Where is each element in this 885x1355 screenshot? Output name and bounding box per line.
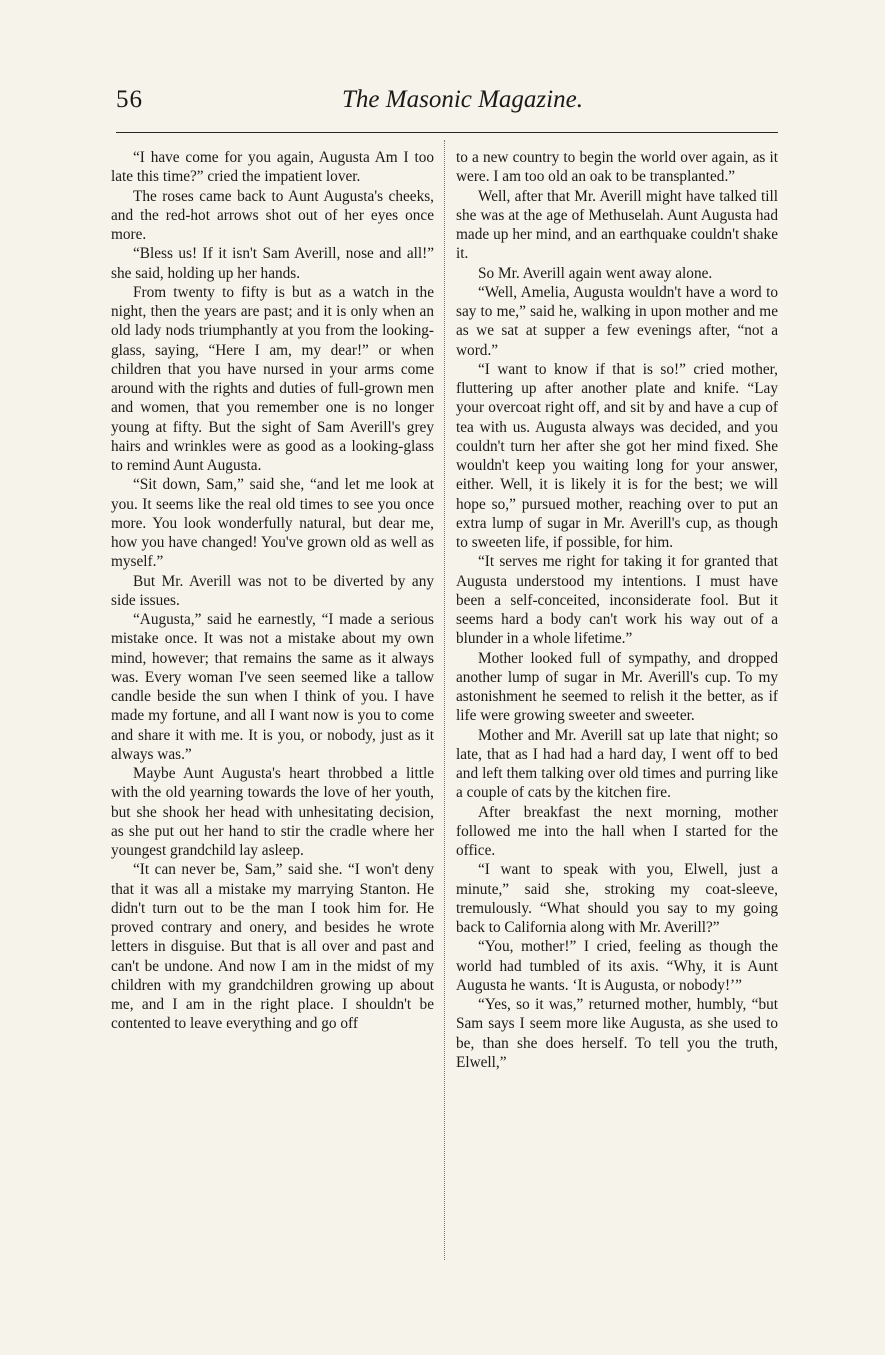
paragraph: But Mr. Averill was not to be diverted by any side issues. [111,572,434,609]
paragraph: “I have come for you again, Augusta Am I too late this time?” cried the impatient lover. [111,149,434,186]
column-divider [444,140,445,1260]
page-number: 56 [116,86,143,113]
paragraph: “Augusta,” said he earnestly, “I made a serious mistake once. It was not a mistake about my own mind, however; that remains the same as it always was. Every woman I've seen seemed like a tallow candle beside the sun when I think of you. I have made my fortune, and all I want now is you to come and share it with me. It is you, or nobody, just as it always was.” [111,611,434,763]
left-column [111,148,434,1034]
paragraph: The roses came back to Aunt Augusta's cheeks, and the red-hot arrows shot out of her eyes once more. [111,187,434,243]
paragraph: “Yes, so it was,” returned mother, humbly, “but Sam says I seem more like Augusta, as she used to be, than she does herself. To tell you the truth, Elwell,” [456,996,778,1071]
paragraph: Well, after that Mr. Averill might have talked till she was at the age of Methuselah. Aunt Augusta had made up her mind, and an earthquake couldn't shake it. [456,187,778,263]
paragraph: “Sit down, Sam,” said she, “and let me look at you. It seems like the real old times to see you once more. You look wonderfully natural, but dear me, how you have changed! You've grown old as well as myself.” [111,476,434,571]
paragraph: “You, mother!” I cried, feeling as though the world had tumbled of its axis. “Why, it is Aunt Augusta he wants. ‘It is Augusta, or nobody!’” [456,938,778,994]
paragraph: Mother looked full of sympathy, and dropped another lump of sugar in Mr. Averill's cup. To my astonishment he seemed to relish it the better, as if life were growing sweeter and sweeter. [456,649,778,725]
paragraph: Maybe Aunt Augusta's heart throbbed a little with the old yearning towards the love of her youth, but she shook her head with unhesitating decision, as she put out her hand to stir the cradle where her youngest grandchild lay asleep. [111,765,434,859]
paragraph: “I want to know if that is so!” cried mother, fluttering up after another plate and knife. “Lay your overcoat right off, and sit by and have a cup of tea with us. Augusta always was decided, and you couldn't turn her after she got her mind fixed. She wouldn't keep you waiting long for your answer, either. Well, it is likely it is for the best; we will hope so,” pursued mother, reaching over to put an extra lump of sugar in Mr. Averill's cup, as though to sweeten life, if possible, for him. [456,360,778,551]
paragraph: “It can never be, Sam,” said she. “I won't deny that it was all a mistake my marrying Stanton. He didn't turn out to be the man I took him for. He proved contrary and onery, and besides he wrote letters in disguise. But that is all over and past and can't be undone. And now I am in the midst of my children with my grandchildren growing up about me, and I am in the right place. I shouldn't be contented to leave everything and go off [111,861,434,1033]
running-head: The Masonic Magazine. [342,86,583,113]
paragraph: “Bless us! If it isn't Sam Averill, nose and all!” she said, holding up her hands. [111,245,434,282]
paragraph-continued: to a new country to begin the world over again, as it were. I am too old an oak to be transplanted.” [456,149,778,186]
paragraph: “It serves me right for taking it for granted that Augusta understood my intentions. I must have been a self-conceited, inconsiderate fool. But it seems hard a body can't work his way out of a blunder in a whole lifetime.” [456,553,778,648]
paragraph: After breakfast the next morning, mother followed me into the hall when I started for the office. [456,803,778,859]
paragraph: From twenty to fifty is but as a watch in the night, then the years are past; and it is only when an old lady nods triumphantly at you from the looking-glass, saying, “Here I am, my dear!” or when children that you have nursed in your arms come around with the rights and duties of full-grown men and women, that you remember one is no longer young at fifty. But the sight of Sam Averill's grey hairs and wrinkles were as good as a looking-glass to remind Aunt Augusta. [111,283,434,474]
header-rule-left [116,132,446,133]
header-rule-right [446,132,778,133]
paragraph: So Mr. Averill again went away alone. [478,264,713,282]
paragraph: “Well, Amelia, Augusta wouldn't have a word to say to me,” said he, walking in upon mother and me as we sat at supper a few evenings after, “not a word.” [456,283,778,359]
paragraph: “I want to speak with you, Elwell, just a minute,” said she, stroking my coat-sleeve, tremulously. “What should you say to my going back to California along with Mr. Averill?” [456,861,778,936]
right-column [456,148,778,1072]
paragraph: Mother and Mr. Averill sat up late that night; so late, that as I had had a hard day, I went off to bed and left them talking over old times and purring like a couple of cats by the kitchen fire. [456,726,778,802]
